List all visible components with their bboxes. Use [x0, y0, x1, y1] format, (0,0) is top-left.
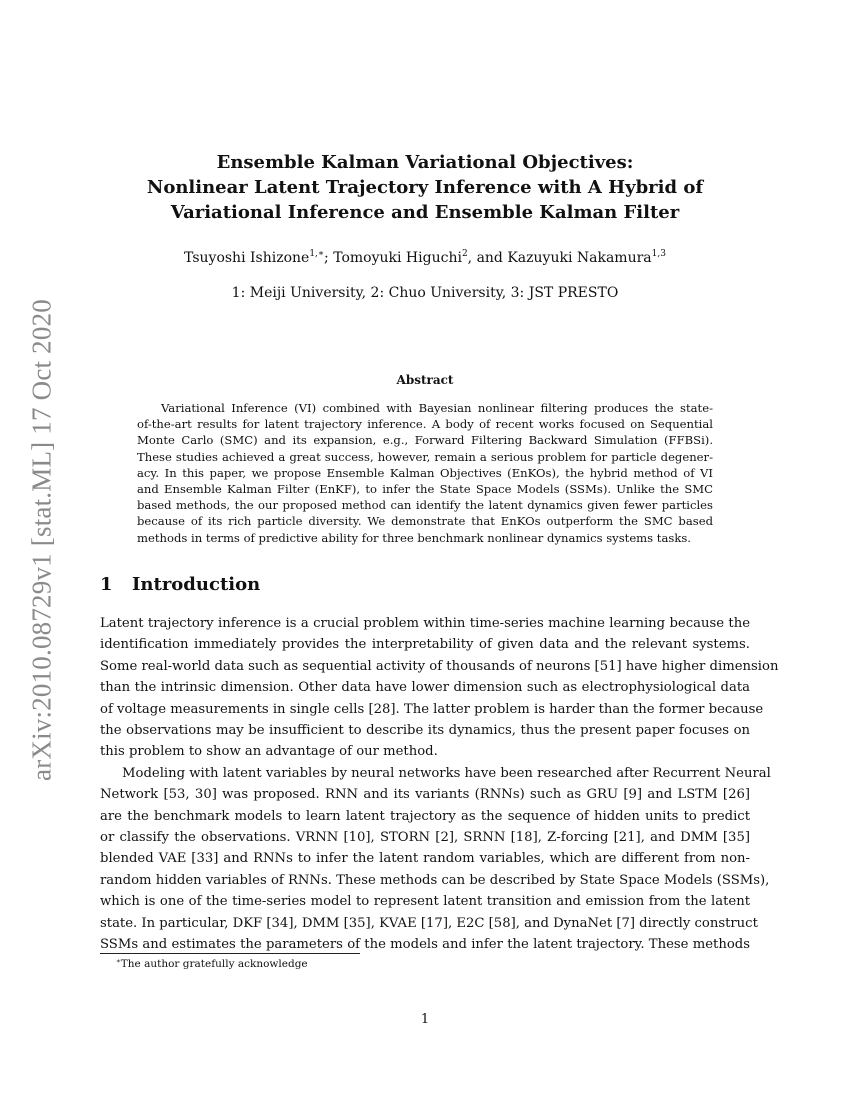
author-list [100, 244, 750, 268]
page-number: 1 [420, 1012, 430, 1027]
abstract-line: Monte Carlo (SMC) and its expansion, e.g., Forward Filtering Backward Simulation (FFBSi). [137, 433, 713, 448]
paragraph-line: random hidden variables of RNNs. These methods can be described by State Space Models (SSMs), [100, 872, 770, 888]
paragraph-line: Modeling with latent variables by neural networks have been researched after Recurrent Neural [122, 765, 771, 781]
footnote [116, 957, 308, 970]
abstract-line: and Ensemble Kalman Filter (EnKF), to infer the State Space Models (SSMs). Unlike the SMC [137, 482, 713, 497]
arxiv-identifier-stamp[interactable]: arXiv:2010.08729v1 [stat.ML] 17 Oct 2020 [26, 299, 57, 781]
abstract-line: because of its rich particle diversity. We demonstrate that EnKOs outperform the SMC based [137, 514, 713, 529]
paragraph-line: state. In particular, DKF [34], DMM [35], KVAE [17], E2C [58], and DynaNet [7] directly construct [100, 915, 758, 931]
abstract-line: These studies achieved a great success, however, remain a serious problem for particle degener- [137, 449, 713, 464]
paper-title [100, 150, 750, 225]
footnote-text: The author gratefully acknowledge [120, 958, 308, 970]
paragraph-line: than the intrinsic dimension. Other data have lower dimension such as electrophysiological data [100, 680, 750, 696]
abstract-line: Variational Inference (VI) combined with Bayesian nonlinear filtering produces the state- [161, 401, 713, 415]
paragraph-line: blended VAE [33] and RNNs to infer the latent random variables, which are different from non- [100, 851, 750, 867]
title-line: Nonlinear Latent Trajectory Inference with A Hybrid of [146, 177, 704, 198]
paragraph-line: the observations may be insufficient to describe its dynamics, thus the present paper focuses on [100, 723, 750, 739]
section-number: 1 [100, 574, 113, 595]
abstract-heading: Abstract [396, 373, 454, 387]
section-heading [100, 574, 260, 595]
paragraph-line: Network [53, 30] was proposed. RNN and its variants (RNNs) such as GRU [9] and LSTM [26] [100, 787, 750, 803]
abstract-body [137, 400, 713, 546]
section-title: Introduction [132, 574, 261, 595]
abstract-line: acy. In this paper, we propose Ensemble Kalman Objectives (EnKOs), the hybrid method of VI [137, 465, 713, 480]
affiliations: 1: Meiji University, 2: Chuo University, 3: JST PRESTO [231, 285, 619, 301]
paragraph-line: are the benchmark models to learn latent trajectory as the sequence of hidden units to predict [100, 808, 750, 824]
paragraph-line: which is one of the time-series model to represent latent transition and emission from the latent [100, 894, 750, 910]
paragraph-line: identification immediately provides the interpretability of given data and the relevant systems. [100, 637, 750, 653]
paragraph-line: Latent trajectory inference is a crucial problem within time-series machine learning because the [100, 616, 750, 631]
author-name: Tsuyoshi Ishizone [184, 250, 310, 266]
author-affiliation-mark: 2 [461, 249, 468, 259]
abstract-line: based methods, the our proposed method can identify the latent dynamics given fewer particles [137, 498, 713, 513]
paragraph-line: this problem to show an advantage of our method. [100, 744, 438, 760]
author-name: ; Tomoyuki Higuchi [324, 250, 462, 266]
paragraph-line: Some real-world data such as sequential activity of thousands of neurons [51] have higher dimension [100, 658, 779, 674]
title-line: Ensemble Kalman Variational Objectives: [216, 152, 634, 173]
author-name: , and Kazuyuki Nakamura [467, 250, 652, 266]
author-affiliation-mark: 1,3 [651, 249, 666, 259]
abstract-line: of-the-art results for latent trajectory inference. A body of recent works focused on Sequential [137, 417, 713, 432]
introduction-body [100, 613, 779, 956]
title-line: Variational Inference and Ensemble Kalman Filter [170, 202, 680, 223]
footnote-mark: ∗ [116, 957, 121, 965]
abstract-line: methods in terms of predictive ability for three benchmark nonlinear dynamics systems tasks. [137, 530, 691, 545]
paragraph-line: of voltage measurements in single cells [28]. The latter problem is harder than the former because [100, 701, 764, 717]
paragraph-line: or classify the observations. VRNN [10], STORN [2], SRNN [18], Z-forcing [21], and DMM [35] [100, 830, 750, 846]
paragraph-line: SSMs and estimates the parameters of the models and infer the latent trajectory. These methods [100, 937, 750, 953]
footnote-divider [100, 953, 360, 954]
author-affiliation-mark: 1,∗ [309, 249, 325, 259]
